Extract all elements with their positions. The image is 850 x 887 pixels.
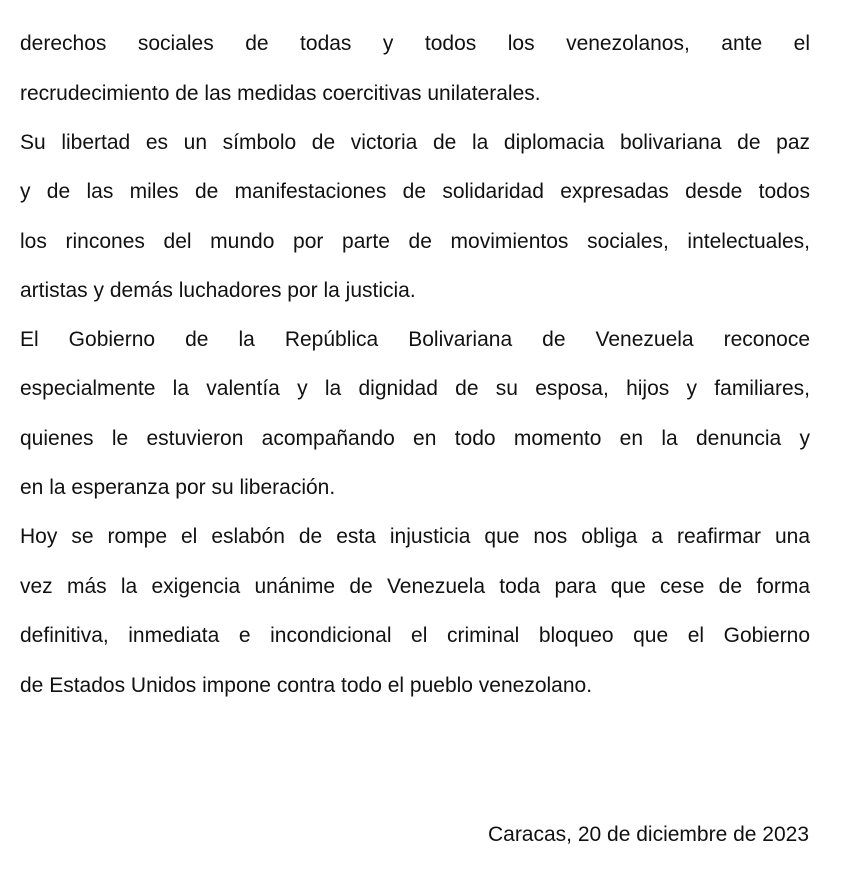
- paragraph-2-line-2: y de las miles de manifestaciones de solidaridad expresadas desde todos: [20, 180, 810, 203]
- paragraph-4-line-3: definitiva, inmediata e incondicional el criminal bloqueo que el Gobierno: [20, 624, 810, 647]
- paragraph-2-line-3: los rincones del mundo por parte de movimientos sociales, intelectuales,: [20, 230, 810, 253]
- paragraph-4-line-4: de Estados Unidos impone contra todo el pueblo venezolano.: [20, 674, 593, 697]
- paragraph-3-line-2: especialmente la valentía y la dignidad de su esposa, hijos y familiares,: [20, 377, 810, 400]
- paragraph-4-line-1: Hoy se rompe el eslabón de esta injusticia que nos obliga a reafirmar una: [20, 525, 810, 548]
- paragraph-3-line-1: El Gobierno de la República Bolivariana de Venezuela reconoce: [20, 328, 810, 351]
- paragraph-1-line-1: derechos sociales de todas y todos los venezolanos, ante el: [20, 32, 810, 55]
- paragraph-3-line-3: quienes le estuvieron acompañando en todo momento en la denuncia y: [20, 427, 810, 450]
- paragraph-4-line-2: vez más la exigencia unánime de Venezuela toda para que cese de forma: [20, 575, 810, 598]
- paragraph-3-line-4: en la esperanza por su liberación.: [20, 476, 336, 499]
- paragraph-2-line-4: artistas y demás luchadores por la justicia.: [20, 279, 416, 302]
- paragraph-2-line-1: Su libertad es un símbolo de victoria de la diplomacia bolivariana de paz: [20, 131, 810, 154]
- signature-date: Caracas, 20 de diciembre de 2023: [487, 823, 809, 846]
- paragraph-1-line-2: recrudecimiento de las medidas coercitivas unilaterales.: [20, 82, 541, 105]
